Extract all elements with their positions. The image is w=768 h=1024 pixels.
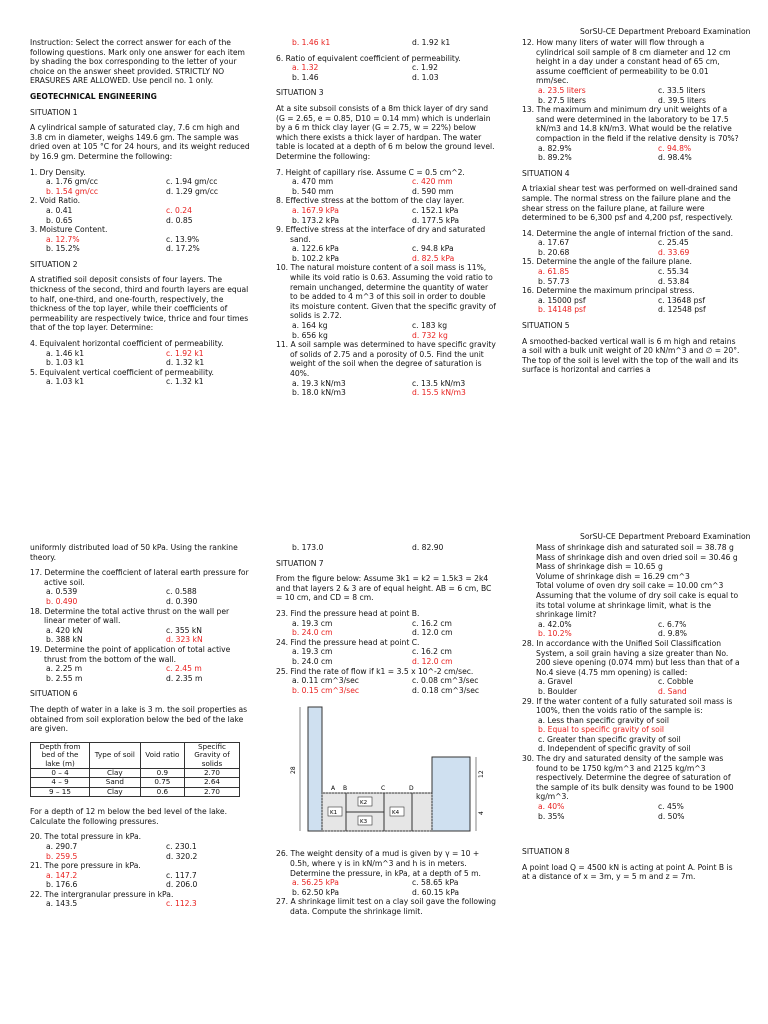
option: a. 0.11 cm^3/sec <box>292 676 359 686</box>
option: b. 173.0 <box>292 543 324 552</box>
option: c. 58.65 kPa <box>412 878 459 888</box>
option: c. 25.45 <box>658 238 689 248</box>
situation-1-text: A cylindrical sample of saturated clay, 7.6 cm high and 3.8 cm in diameter, weighs 149.6 gm. The sample was dried oven at 105 °C for 24 hours, and its weight reduced by 16.9 gm. Determine the following: <box>30 123 250 161</box>
option: d. Independent of specific gravity of soil <box>538 744 691 754</box>
question-18: 18. Determine the total active thrust on the wall per linear meter of wall. <box>30 606 230 626</box>
top-column-3 <box>522 38 742 381</box>
question-7: 7. Height of capillary rise. Assume C = 0.5 cm^2. <box>276 167 465 177</box>
option: b. 176.6 <box>46 880 78 890</box>
option-answer: a. 12.7% <box>46 234 80 244</box>
option: a. 420 kN <box>46 625 83 635</box>
permeameter-figure <box>276 701 496 841</box>
table-cell: Clay <box>90 787 141 796</box>
table-cell: 0 – 4 <box>31 768 90 777</box>
option: b. 89.2% <box>538 153 572 163</box>
option-answer: b. 14148 psf <box>538 305 586 315</box>
option-answer: d. 732 kg <box>412 330 448 340</box>
situation-2: SITUATION 2 <box>30 259 78 269</box>
option: c. 1.32 k1 <box>166 377 204 387</box>
table-header: Void ratio <box>140 742 184 768</box>
question-28-options <box>522 677 742 696</box>
question-25-options <box>276 676 496 695</box>
question-3: 3. Moisture Content. <box>30 225 108 235</box>
bottom-column-3 <box>522 543 742 888</box>
option-answer: a. 23.5 liters <box>538 85 586 95</box>
question-28: 28. In accordance with the Unified Soil Classification System, a soil grain having a size greater than No. 200 sieve opening (0.074 mm) but less than that of a No.4 sieve (4.75 mm opening) is called: <box>522 638 740 677</box>
option: d. 1.03 <box>412 72 439 82</box>
option: d. 98.4% <box>658 153 692 163</box>
question-24-options <box>276 647 496 666</box>
option-answer: a. 167.9 kPa <box>292 205 339 215</box>
situation-1: SITUATION 1 <box>30 107 78 117</box>
option-answer: c. 94.8% <box>658 143 692 153</box>
question-24: 24. Find the pressure head at point C. <box>276 637 420 647</box>
question-15-options <box>522 267 742 286</box>
option-answer: d. 323 kN <box>166 635 203 645</box>
table-cell: Sand <box>90 778 141 787</box>
question-12-options <box>522 86 742 105</box>
situation-5: SITUATION 5 <box>522 321 570 331</box>
question-26-options <box>276 878 496 897</box>
option: b. Boulder <box>538 686 578 696</box>
subject-title: GEOTECHNICAL ENGINEERING <box>30 91 157 101</box>
option: a. 15000 psf <box>538 295 586 305</box>
question-19-options <box>30 664 250 683</box>
bottom-column-2 <box>276 543 496 916</box>
situation-8: SITUATION 8 <box>522 847 570 857</box>
situation-7-text: From the figure below: Assume 3k1 = k2 = 1.5k3 = 2k4 and that layers 2 & 3 are of equal height. AB = 6 cm, BC = 10 cm, and CD = 8 cm. <box>276 574 492 603</box>
option: b. 24.0 cm <box>292 656 333 666</box>
option: a. 42.0% <box>538 619 572 629</box>
situation-6-text: The depth of water in a lake is 3 m. the soil properties as obtained from soil exploration below the bed of the lake are given. <box>30 704 248 734</box>
option: a. 1.46 k1 <box>46 348 85 358</box>
option: c. 16.2 cm <box>412 618 452 628</box>
option: b. 20.68 <box>538 247 570 257</box>
situation-6: SITUATION 6 <box>30 689 78 699</box>
option: a. 19.3 kN/m3 <box>292 378 346 388</box>
table-cell: 2.70 <box>185 768 240 777</box>
question-1-options <box>30 177 250 196</box>
option: b. 1.03 k1 <box>46 358 85 368</box>
question-19: 19. Determine the point of application of total active thrust from the bottom of the wall. <box>30 644 231 664</box>
dim-label-4: 4 <box>478 811 485 816</box>
question-22: 22. The intergranular pressure in kPa. <box>30 889 174 899</box>
question-30-options <box>522 802 742 821</box>
table-cell: 2.70 <box>185 787 240 796</box>
table-cell: Clay <box>90 768 141 777</box>
option-answer: a. 61.85 <box>538 267 570 277</box>
table-cell: 9 – 15 <box>31 787 90 796</box>
instruction: Instruction: Select the correct answer for each of the following questions. Mark only one answer for each item by shading the box corresponding to the letter of your choice on the answer sheet provided. STRICTLY NO ERASURES ARE ALLOWED. Use pencil no. 1 only. <box>30 38 245 86</box>
question-8: 8. Effective stress at the bottom of the clay layer. <box>276 196 465 206</box>
option: c. 6.7% <box>658 619 687 629</box>
question-9: 9. Effective stress at the interface of dry and saturated sand. <box>276 225 486 244</box>
option-answer: d. 33.69 <box>658 247 690 257</box>
exam-header-2: SorSU-CE Department Preboard Examination <box>580 532 751 541</box>
option: d. 17.2% <box>166 244 200 254</box>
option: b. 173.2 kPa <box>292 215 340 225</box>
question-2: 2. Void Ratio. <box>30 196 81 206</box>
table-cell: 4 – 9 <box>31 778 90 787</box>
q27-line: Total volume of oven dry soil cake = 10.00 cm^3 <box>536 581 724 591</box>
label-b: B <box>343 785 348 793</box>
question-6-options <box>276 63 496 82</box>
question-3-options <box>30 235 250 254</box>
option-answer: a. 147.2 <box>46 870 78 880</box>
label-k4: K4 <box>392 810 400 817</box>
label-k3: K3 <box>360 819 368 826</box>
option: b. 57.73 <box>538 276 570 286</box>
top-column-1 <box>30 38 250 387</box>
option: c. 45% <box>658 802 684 812</box>
option: c. 230.1 <box>166 841 197 851</box>
exam-header: SorSU-CE Department Preboard Examination <box>580 27 751 36</box>
question-27-options <box>522 620 742 639</box>
question-27-data <box>522 543 742 620</box>
option-answer: b. 1.54 gm/cc <box>46 186 99 196</box>
option: b. 27.5 liters <box>538 95 586 105</box>
question-1: 1. Dry Density. <box>30 167 86 177</box>
option: d. 50% <box>658 811 685 821</box>
option: b. 35% <box>538 811 565 821</box>
right-tank <box>432 757 470 831</box>
q27-line: Mass of shrinkage dish and saturated soil = 38.78 g <box>536 543 734 552</box>
option: a. 143.5 <box>46 899 78 909</box>
q27-line: Mass of shrinkage dish and oven dried soil = 30.46 g <box>536 552 738 562</box>
question-22-options-part1 <box>30 899 250 909</box>
question-25: 25. Find the rate of flow if k1 = 3.5 x 10^-2 cm/sec. <box>276 666 474 676</box>
question-12: 12. How many liters of water will flow through a cylindrical soil sample of 8 cm diameter and 12 cm height in a day under a constant head of 65 cm, assume coefficient of permeability to be 0.01 mm/sec. <box>522 38 731 86</box>
option: c. 183 kg <box>412 321 448 331</box>
option: d. 0.390 <box>166 596 198 606</box>
option-answer: a. 56.25 kPa <box>292 878 339 888</box>
label-c: C <box>381 785 386 793</box>
q27-line: Mass of shrinkage dish = 10.65 g <box>536 562 663 572</box>
option-answer: b. 10.2% <box>538 629 572 639</box>
option: a. 0.539 <box>46 587 78 597</box>
option: b. 388 kN <box>46 635 83 645</box>
label-a: A <box>331 785 336 793</box>
soil-properties-table <box>30 742 240 797</box>
option: d. 12.0 cm <box>412 628 453 638</box>
question-13: 13. The maximum and minimum dry unit weights of a sand were determined in the laboratory to be 17.5 kN/m3 and 14.8 kN/m3. What would be the relative compaction in the field if the relative density is 70%? <box>522 105 739 143</box>
option: c. Greater than specific gravity of soil <box>538 734 681 744</box>
option-answer: b. 0.490 <box>46 596 78 606</box>
option-answer: d. 82.5 kPa <box>412 253 455 263</box>
option-answer: b. 259.5 <box>46 851 78 861</box>
option: d. 53.84 <box>658 276 690 286</box>
option: d. 1.29 gm/cc <box>166 186 219 196</box>
table-header-row <box>31 742 240 768</box>
option: b. 2.55 m <box>46 673 83 683</box>
option: c. 355 kN <box>166 625 202 635</box>
table-header: Depth from bed of the lake (m) <box>31 742 90 768</box>
option: a. 470 mm <box>292 177 334 187</box>
table-header: Specific Gravity of solids <box>185 742 240 768</box>
dim-label-28: 28 <box>290 766 297 775</box>
option: d. 320.2 <box>166 851 198 861</box>
option-answer: a. 40% <box>538 802 565 812</box>
option: d. 1.92 k1 <box>412 38 451 47</box>
question-29: 29. If the water content of a fully saturated soil mass is 100%, then the voids ratio of the sample is: <box>522 696 733 716</box>
q27-line: Volume of shrinkage dish = 16.29 cm^3 <box>536 571 690 581</box>
option: d. 12548 psf <box>658 305 706 315</box>
option: b. 102.2 kPa <box>292 253 340 263</box>
table-cell: 0.6 <box>140 787 184 796</box>
label-d: D <box>409 785 414 793</box>
option-answer: d. 15.5 kN/m3 <box>412 388 466 398</box>
question-13-options <box>522 144 742 163</box>
bottom-column-1 <box>30 543 250 909</box>
option: c. 13648 psf <box>658 295 706 305</box>
question-4: 4. Equivalent horizontal coefficient of permeability. <box>30 339 224 349</box>
option: a. 19.3 cm <box>292 647 333 657</box>
question-23: 23. Find the pressure head at point B. <box>276 608 420 618</box>
top-column-2 <box>276 38 496 398</box>
option: c. Cobble <box>658 677 694 687</box>
situation-5-continued: uniformly distributed load of 50 kPa. Using the rankine theory. <box>30 543 238 562</box>
question-5: 5. Equivalent vertical coefficient of permeability. <box>30 367 214 377</box>
table-header: Type of soil <box>90 742 141 768</box>
option-answer: d. Sand <box>658 686 687 696</box>
situation-3-text: At a site subsoil consists of a 8m thick layer of dry sand (G = 2.65, e = 0.85, D10 = 0.14 mm) which is underlain by a 6 m thick clay layer (G = 2.75, w = 22%) below which there exists a thick layer of hardpan. The water table is located at a depth of 6 m below the ground level. Determine the following: <box>276 103 495 161</box>
option: d. 82.90 <box>412 543 444 552</box>
option: d. 9.8% <box>658 629 687 639</box>
question-14-options <box>522 238 742 257</box>
option: c. 33.5 liters <box>658 85 706 95</box>
question-16-options <box>522 296 742 315</box>
option: b. 656 kg <box>292 330 328 340</box>
label-k2: K2 <box>360 800 368 807</box>
option-answer: b. 1.46 k1 <box>292 38 331 47</box>
option: a. Gravel <box>538 677 573 687</box>
option: a. 82.9% <box>538 143 572 153</box>
question-21: 21. The pore pressure in kPa. <box>30 861 141 871</box>
situation-4-text: A triaxial shear test was performed on well-drained sand sample. The normal stress on the failure plane and the shear stress on the failure plane, at failure were determined to be 6,300 psf and 4,200 psf, respectively. <box>522 184 738 223</box>
option: a. 1.03 k1 <box>46 377 85 387</box>
option: a. 122.6 kPa <box>292 244 339 254</box>
situation-3: SITUATION 3 <box>276 88 324 98</box>
option: d. 177.5 kPa <box>412 215 460 225</box>
option-answer: c. 1.92 k1 <box>166 348 204 358</box>
question-11-options <box>276 379 496 398</box>
option: d. 590 mm <box>412 186 454 196</box>
question-20-options <box>30 842 250 861</box>
question-15: 15. Determine the angle of the failure plane. <box>522 257 692 267</box>
option-answer: a. 1.32 <box>292 63 319 73</box>
option-answer: d. 12.0 cm <box>412 656 453 666</box>
question-8-options <box>276 206 496 225</box>
option-answer: b. Equal to specific gravity of soil <box>538 725 665 735</box>
option: c. 0.08 cm^3/sec <box>412 676 479 686</box>
question-21-options <box>30 871 250 890</box>
question-27: 27. A shrinkage limit test on a clay soil gave the following data. Compute the shrinkage limit. <box>276 897 496 916</box>
option: c. 13.9% <box>166 234 200 244</box>
question-18-options <box>30 626 250 645</box>
option: c. 13.5 kN/m3 <box>412 378 466 388</box>
option: c. 94.8 kPa <box>412 244 454 254</box>
option: d. 0.85 <box>166 215 193 225</box>
question-30: 30. The dry and saturated density of the sample was found to be 1750 kg/m^3 and 2125 kg/m^3 respectively. Determine the degree of saturation of the sample of its bulk density was found to be 1900 kg/m^3. <box>522 754 734 802</box>
situation-7: SITUATION 7 <box>276 558 324 568</box>
situation-5-text: A smoothed-backed vertical wall is 6 m high and retains a soil with a bulk unit weight of 20 kN/m^3 and ∅ = 20°. The top of the soil is level with the top of the wall and its surface is horizontal and carries a <box>522 336 740 375</box>
question-22-options-part2 <box>276 543 496 553</box>
option: b. 15.2% <box>46 244 80 254</box>
question-11: 11. A soil sample was determined to have specific gravity of solids of 2.75 and a porosity of 0.5. Find the unit weight of the soil when the degree of saturation is 40%. <box>276 340 496 378</box>
option: c. 1.94 gm/cc <box>166 177 218 187</box>
question-4-options <box>30 349 250 368</box>
question-5-options-part1 <box>30 377 250 387</box>
option: b. 18.0 kN/m3 <box>292 388 346 398</box>
option: c. 0.588 <box>166 587 197 597</box>
option-answer: c. 420 mm <box>412 177 453 187</box>
dim-label-12: 12 <box>478 770 485 779</box>
q27-line: Assuming that the volume of dry soil cake is equal to its total volume at shrinkage limit, what is the shrinkage limit? <box>536 590 739 620</box>
option: a. 164 kg <box>292 321 328 331</box>
option: b. 62.50 kPa <box>292 887 340 897</box>
question-16: 16. Determine the maximum principal stress. <box>522 286 695 296</box>
question-20: 20. The total pressure in kPa. <box>30 832 142 842</box>
option-answer: c. 2.45 m <box>166 664 202 674</box>
table-row <box>31 778 240 787</box>
option: c. 152.1 kPa <box>412 205 459 215</box>
option: d. 206.0 <box>166 880 198 890</box>
option: d. 2.35 m <box>166 673 203 683</box>
option: a. 17.67 <box>538 238 570 248</box>
option: c. 117.7 <box>166 870 197 880</box>
question-9-options <box>276 244 496 263</box>
option: d. 0.18 cm^3/sec <box>412 685 480 695</box>
left-standpipe <box>308 707 322 831</box>
option: a. 290.7 <box>46 841 78 851</box>
situation-8-text: A point load Q = 4500 kN is acting at point A. Point B is at a distance of x = 3m, y = 5 m and z = 7m. <box>522 862 733 882</box>
option-answer: c. 0.24 <box>166 205 192 215</box>
option: a. 19.3 cm <box>292 618 333 628</box>
option: a. 1.76 gm/cc <box>46 177 98 187</box>
question-17-options <box>30 587 250 606</box>
table-row <box>31 787 240 796</box>
option: c. 55.34 <box>658 267 689 277</box>
situation-4: SITUATION 4 <box>522 168 570 178</box>
question-14: 14. Determine the angle of internal friction of the sand. <box>522 228 734 238</box>
table-cell: 0.9 <box>140 768 184 777</box>
question-6: 6. Ratio of equivalent coefficient of permeability. <box>276 53 461 63</box>
option: d. 60.15 kPa <box>412 887 460 897</box>
option-answer: b. 24.0 cm <box>292 628 333 638</box>
option: b. 1.46 <box>292 72 319 82</box>
option: b. 0.65 <box>46 215 73 225</box>
option: d. 1.32 k1 <box>166 358 205 368</box>
question-10: 10. The natural moisture content of a soil mass is 11%, while its void ratio is 0.63. Assuming the void ratio to remain unchanged, determine the quantity of water to be added to 4 m^3 of this soil in order to double its moisture content. Given that the specific gravity of solids is 2.72. <box>276 263 496 321</box>
table-cell: 2.64 <box>185 778 240 787</box>
question-29-options <box>522 716 742 754</box>
question-2-options <box>30 206 250 225</box>
option: b. 540 mm <box>292 186 334 196</box>
option: a. Less than specific gravity of soil <box>538 715 669 725</box>
situation-6-text-2: For a depth of 12 m below the bed level of the lake. Calculate the following pressures. <box>30 807 228 826</box>
option-answer: c. 112.3 <box>166 899 197 909</box>
option: c. 1.92 <box>412 63 438 73</box>
option: a. 2.25 m <box>46 664 83 674</box>
question-10-options <box>276 321 496 340</box>
question-5-options-part2 <box>276 38 496 48</box>
question-26: 26. The weight density of a mud is given by γ = 10 + 0.5h, where γ is in kN/m^3 and h is in meters. Determine the pressure, in kPa, at a depth of 5 m. <box>276 849 481 878</box>
option: a. 0.41 <box>46 205 73 215</box>
situation-2-text: A stratified soil deposit consists of four layers. The thickness of the second, third and fourth layers are equal to half, one-third, and one-fourth, respectively, the thickness of the top layer, while their coefficients of permeability are respectively twice, thrice and four times that of the top layer. Determine: <box>30 275 249 333</box>
question-23-options <box>276 619 496 638</box>
option: c. 16.2 cm <box>412 647 452 657</box>
question-17: 17. Determine the coefficient of lateral earth pressure for active soil. <box>30 568 249 587</box>
table-cell: 0.75 <box>140 778 184 787</box>
question-7-options <box>276 177 496 196</box>
label-k1: K1 <box>330 810 338 817</box>
option-answer: b. 0.15 cm^3/sec <box>292 685 360 695</box>
option: d. 39.5 liters <box>658 95 706 105</box>
